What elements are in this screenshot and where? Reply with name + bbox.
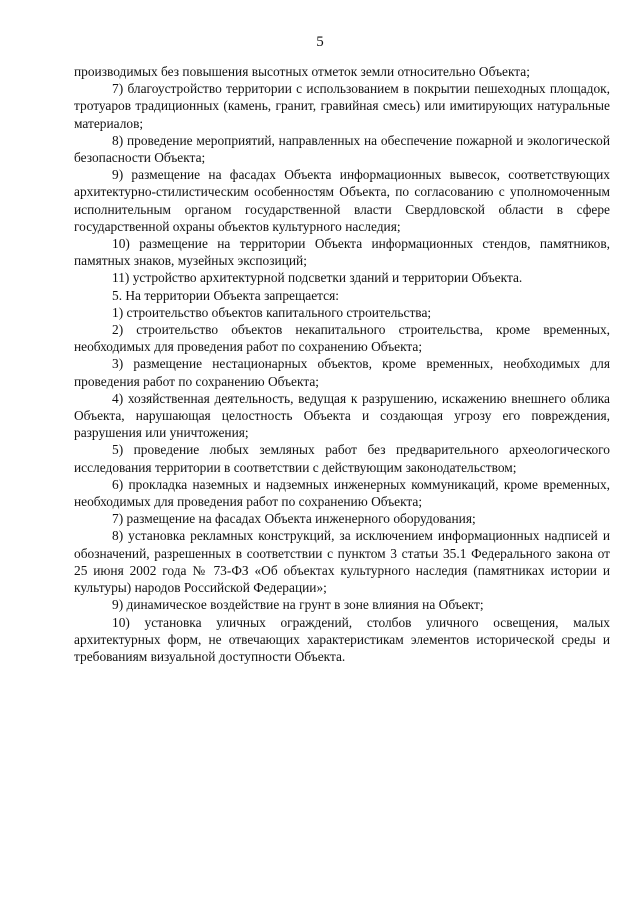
paragraph-prohibited-5: 5) проведение любых земляных работ без предварительного археологического исследования территории в соответствии с действующим законодательством; xyxy=(74,442,610,475)
paragraph-prohibited-7: 7) размещение на фасадах Объекта инженерного оборудования; xyxy=(112,511,476,527)
paragraph-prohibited-3: 3) размещение нестационарных объектов, кроме временных, необходимых для проведения работ по сохранению Объекта; xyxy=(74,356,610,389)
paragraph-prohibited-1: 1) строительство объектов капитального строительства; xyxy=(112,304,432,320)
paragraph-prohibited-10: 10) установка уличных ограждений, столбов уличного освещения, малых архитектурных форм, не отвечающих характеристикам элементов исторической среды и требованиям визуальной доступности Объекта. xyxy=(74,614,610,664)
document-body xyxy=(74,63,610,665)
paragraph-prohibited-9: 9) динамическое воздействие на грунт в зоне влияния на Объект; xyxy=(112,597,484,613)
paragraph-item-10-stands: 10) размещение на территории Объекта информационных стендов, памятников, памятных знаков, музейных экспозиций; xyxy=(74,236,610,269)
paragraph-prohibited-8: 8) установка рекламных конструкций, за исключением информационных надписей и обозначений, разрешенных в соответствии с пунктом 3 статьи 35.1 Федерального закона от 25 июня 2002 года № 73-ФЗ «Об объектах культурного наследия (памятниках истории и культуры) народов Российской Федерации»; xyxy=(74,528,610,596)
paragraph-prohibited-4: 4) хозяйственная деятельность, ведущая к разрушению, искажению внешнего облика Объекта, нарушающая целостность Объекта и создающая угрозу его повреждения, разрушения или уничтожения; xyxy=(74,390,610,441)
paragraph-prohibited-6: 6) прокладка наземных и надземных инженерных коммуникаций, кроме временных, необходимых для проведения работ по сохранению Объекта; xyxy=(74,476,610,510)
paragraph-section-5-heading: 5. На территории Объекта запрещается: xyxy=(112,287,339,303)
paragraph-item-8-safety: 8) проведение мероприятий, направленных на обеспечение пожарной и экологической безопасности Объекта; xyxy=(74,132,610,166)
paragraph-continuation: производимых без повышения высотных отметок земли относительно Объекта; xyxy=(74,64,530,79)
paragraph-prohibited-2: 2) строительство объектов некапитального строительства, кроме временных, необходимых для проведения работ по сохранению Объекта; xyxy=(74,322,610,355)
paragraph-item-11-lighting: 11) устройство архитектурной подсветки зданий и территории Объекта. xyxy=(112,270,523,286)
paragraph-item-7-landscaping: 7) благоустройство территории с использованием в покрытии пешеходных площадок, тротуаров традиционных (камень, гранит, гравийная смесь) или имитирующих натуральные материалов; xyxy=(74,81,610,131)
page-number: 5 xyxy=(316,34,324,50)
paragraph-item-9-signage: 9) размещение на фасадах Объекта информационных вывесок, соответствующих архитектурно-стилистическим особенностям Объекта, по согласованию с уполномоченным исполнительным органом государственной власти Свердловской области в сфере государственной охраны объектов культурного наследия; xyxy=(74,167,610,234)
